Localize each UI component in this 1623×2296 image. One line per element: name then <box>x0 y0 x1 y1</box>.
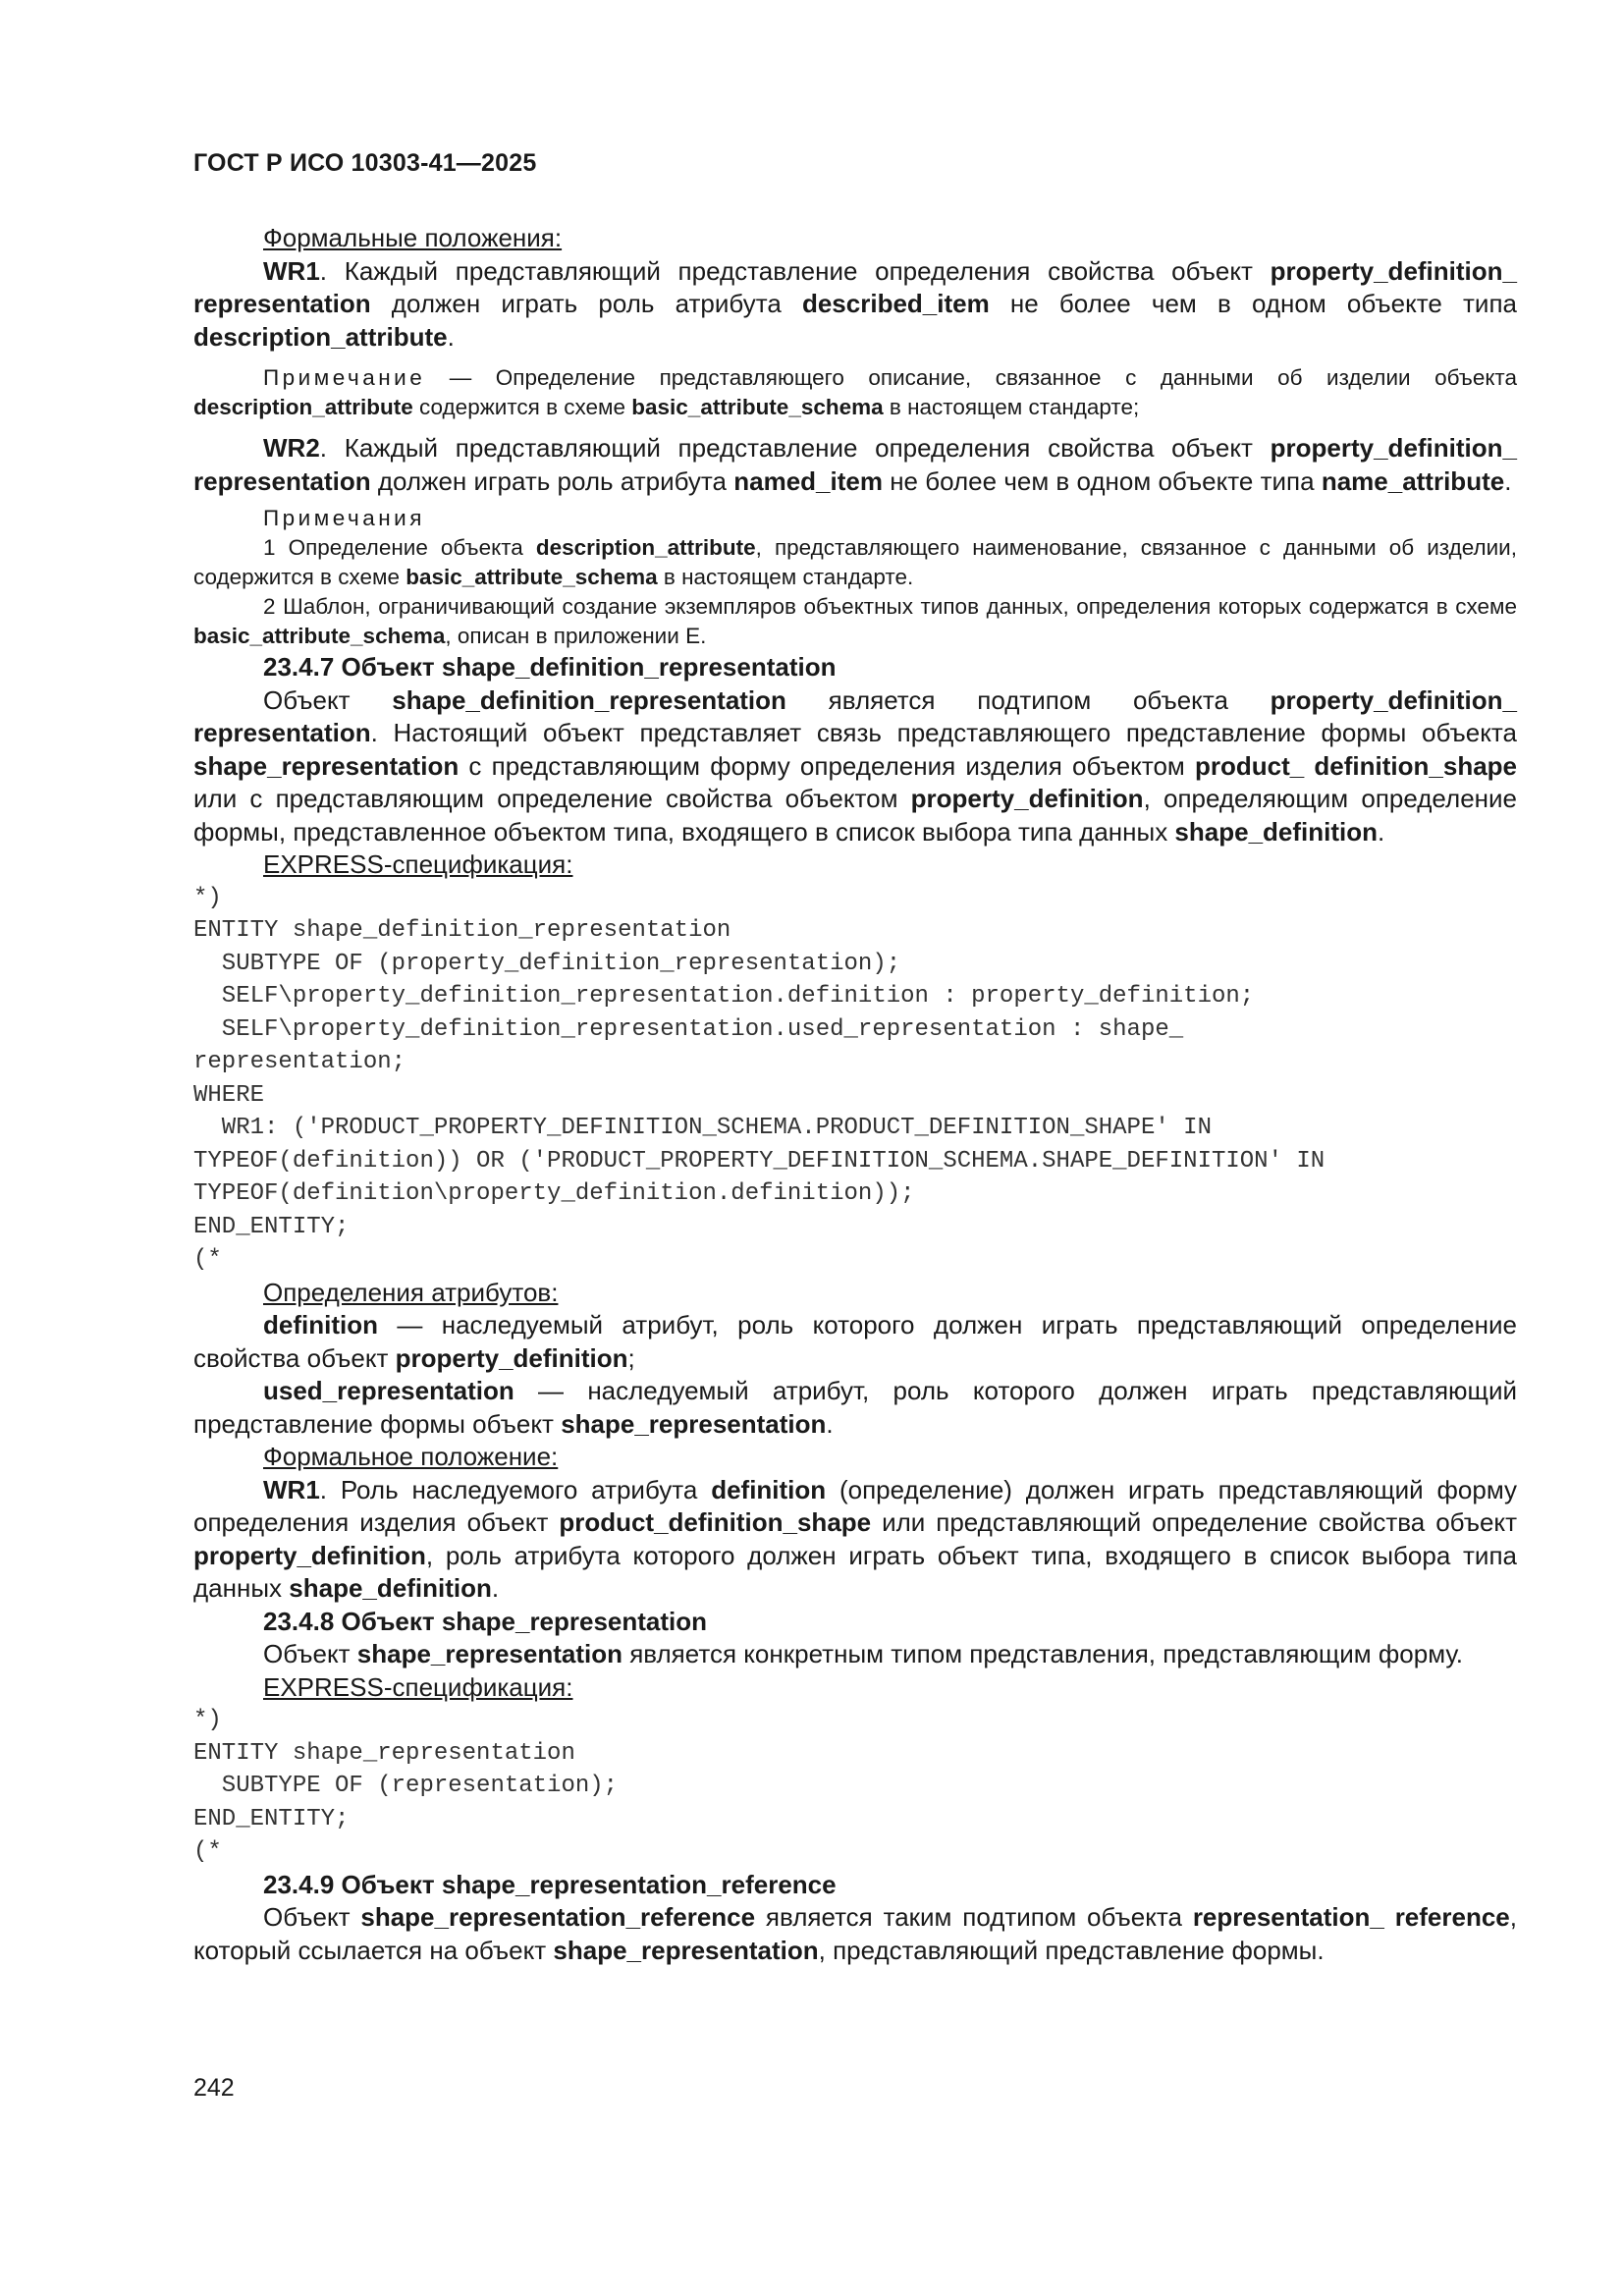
text-run: Формальные положения: <box>263 223 563 252</box>
text-run: (определение) должен играть представляющий форму определения изделия объект <box>193 1474 1518 1537</box>
section-23-4-7-text <box>193 684 1517 849</box>
text-run: , представляющий представление формы. <box>818 1935 1325 1965</box>
text-run: Объект <box>263 684 393 715</box>
text-run: . <box>826 1408 834 1439</box>
document-body <box>193 222 1517 1967</box>
section-23-4-8-heading <box>193 1606 1517 1639</box>
bold-term: representation_ reference <box>1192 1902 1510 1932</box>
wr2-paragraph <box>193 432 1517 498</box>
bold-term: description_attribute <box>193 395 413 419</box>
text-run: не более чем в одном объекте типа <box>882 465 1322 496</box>
bold-term: shape_representation <box>356 1639 622 1668</box>
bold-term: 23.4.7 Объект shape_definition_representation <box>263 652 837 682</box>
text-run: Определения атрибутов: <box>263 1277 559 1307</box>
bold-term: basic_attribute_schema <box>631 395 884 419</box>
bold-term: property_definition <box>910 784 1144 813</box>
formal-provisions-heading <box>193 222 1517 255</box>
bold-term: used_representation <box>263 1376 514 1405</box>
bold-term: name_attribute <box>1321 465 1505 496</box>
attribute-definitions-heading <box>193 1277 1517 1310</box>
express-spec-heading-2 <box>193 1671 1517 1705</box>
bold-term: 23.4.9 Объект shape_representation_reference <box>263 1869 837 1899</box>
text-run: должен играть роль атрибута <box>370 289 802 318</box>
bold-term: WR1 <box>263 1474 320 1504</box>
text-run: ; <box>627 1342 635 1373</box>
page-number: 242 <box>193 2074 235 2102</box>
definition-attribute-text <box>193 1309 1517 1375</box>
text-run: должен играть роль атрибута <box>370 465 734 496</box>
text-run: , определяющим определение формы, представленное объектом типа, входящего в список выбора типа данных <box>193 784 1517 847</box>
text-run: Объект <box>263 1902 361 1932</box>
text-run: . Роль наследуемого атрибута <box>319 1474 712 1504</box>
document-header: ГОСТ Р ИСО 10303-41—2025 <box>193 149 537 177</box>
wr1-shape-def-text <box>193 1474 1517 1606</box>
text-run: , который ссылается на объект <box>193 1902 1518 1965</box>
bold-term: description_attribute <box>535 535 756 560</box>
bold-term: definition <box>711 1474 827 1504</box>
bold-term: shape_representation <box>553 1935 819 1965</box>
text-run: . Каждый представляющий представление определения свойства объект <box>319 433 1271 463</box>
text-run: . <box>1378 816 1385 847</box>
note-item-1 <box>193 533 1517 592</box>
section-23-4-9-text <box>193 1901 1517 1967</box>
bold-term: shape_definition <box>289 1573 492 1603</box>
bold-term: property_definition_ representation <box>193 684 1517 747</box>
note-item-2 <box>193 592 1517 651</box>
bold-term: 23.4.8 Объект shape_representation <box>263 1606 708 1636</box>
bold-term: shape_definition_representation <box>392 684 786 715</box>
bold-term: named_item <box>733 465 883 496</box>
bold-term: shape_representation <box>561 1408 827 1439</box>
text-run: Примечания <box>263 506 425 530</box>
text-run: EXPRESS-спецификация: <box>263 849 573 879</box>
text-run: в настоящем стандарте. <box>657 565 914 589</box>
bold-term: basic_attribute_schema <box>193 624 446 648</box>
section-23-4-9-heading <box>193 1869 1517 1902</box>
text-run: . <box>491 1573 500 1603</box>
text-run: — Определение представляющего описание, связанное с данными об изделии объекта <box>425 365 1517 390</box>
formal-provision-heading <box>193 1441 1517 1474</box>
text-run: является конкретным типом представления, представляющим форму. <box>622 1639 1463 1668</box>
bold-term: property_definition_ representation <box>193 433 1517 496</box>
used-representation-text <box>193 1375 1517 1441</box>
text-run: 1 Определение объекта <box>263 535 536 560</box>
note-1 <box>193 363 1517 422</box>
text-run: содержится в схеме <box>412 395 632 419</box>
bold-term: shape_definition <box>1174 816 1378 847</box>
text-run: является подтипом объекта <box>785 684 1271 715</box>
bold-term: property_definition <box>193 1540 426 1570</box>
notes-heading <box>193 504 1517 533</box>
text-run: с представляющим форму определения изделия объектом <box>459 750 1195 781</box>
bold-term: WR2 <box>263 433 320 463</box>
bold-term: shape_representation <box>193 750 460 781</box>
express-spec-heading-1 <box>193 848 1517 882</box>
text-run: не более чем в одном объекте типа <box>989 289 1517 318</box>
bold-term: shape_representation_reference <box>360 1902 756 1932</box>
text-run: — наследуемый атрибут, роль которого должен играть представляющий определение свойства объект <box>193 1310 1517 1373</box>
bold-term: product_definition_shape <box>559 1507 872 1537</box>
text-run: или с представляющим определение свойства объектом <box>193 784 911 813</box>
text-run: — наследуемый атрибут, роль которого должен играть представляющий представление формы объект <box>193 1376 1517 1439</box>
section-23-4-7-heading <box>193 651 1517 684</box>
text-run: 2 Шаблон, ограничивающий создание экземпляров объектных типов данных, определения которых содержатся в схеме <box>263 594 1517 619</box>
text-run: , роль атрибута которого должен играть объект типа, входящего в список выбора типа данных <box>193 1540 1517 1603</box>
text-run: , представляющего наименование, связанное с данными об изделии, содержится в схеме <box>193 535 1517 589</box>
express-code-2: *) ENTITY shape_representation SUBTYPE OF (representation); END_ENTITY; (* <box>193 1707 619 1865</box>
text-run: , описан в приложении Е. <box>445 624 707 648</box>
bold-term: definition <box>263 1310 378 1339</box>
wr1-paragraph <box>193 255 1517 355</box>
section-23-4-8-text <box>193 1638 1517 1671</box>
bold-term: WR1 <box>263 255 320 286</box>
text-run: Объект <box>263 1639 357 1668</box>
text-run: в настоящем стандарте; <box>883 395 1140 419</box>
bold-term: description_attribute <box>193 321 448 352</box>
bold-term: product_ definition_shape <box>1195 750 1517 781</box>
express-code-1: *) ENTITY shape_definition_representation SUBTYPE OF (property_definition_representation); SELF\property_definition_representation.definition : property_definition; SELF\property_definition_representation.used_representation : shape_ representation; WHERE WR1: ('PRODUCT_PROPERTY_DEFINITION_SCHEMA.PRODUCT_DEFINITION_SHAPE' IN TYPEOF(definition)) OR ('PRODUCT_PROPERTY_DEFINITION_SCHEMA.SHAPE_DEFINITION' IN TYPEOF(definition\property_definition.definition)); END_ENTITY; (* <box>193 884 1325 1273</box>
text-run: или представляющий определение свойства объект <box>871 1507 1517 1537</box>
text-run: . <box>1504 465 1512 496</box>
bold-term: basic_attribute_schema <box>406 565 658 589</box>
bold-term: described_item <box>801 289 990 318</box>
text-run: . Каждый представляющий представление определения свойства объект <box>319 255 1271 286</box>
text-run: . Настоящий объект представляет связь представляющего представление формы объекта <box>370 718 1517 747</box>
text-run: является таким подтипом объекта <box>755 1902 1193 1932</box>
text-run: . <box>447 321 455 352</box>
bold-term: property_definition <box>395 1342 628 1373</box>
text-run: EXPRESS-спецификация: <box>263 1671 573 1702</box>
text-run: Примечание <box>263 365 426 390</box>
text-run: Формальное положение: <box>263 1442 559 1471</box>
bold-term: property_definition_ representation <box>193 255 1517 318</box>
